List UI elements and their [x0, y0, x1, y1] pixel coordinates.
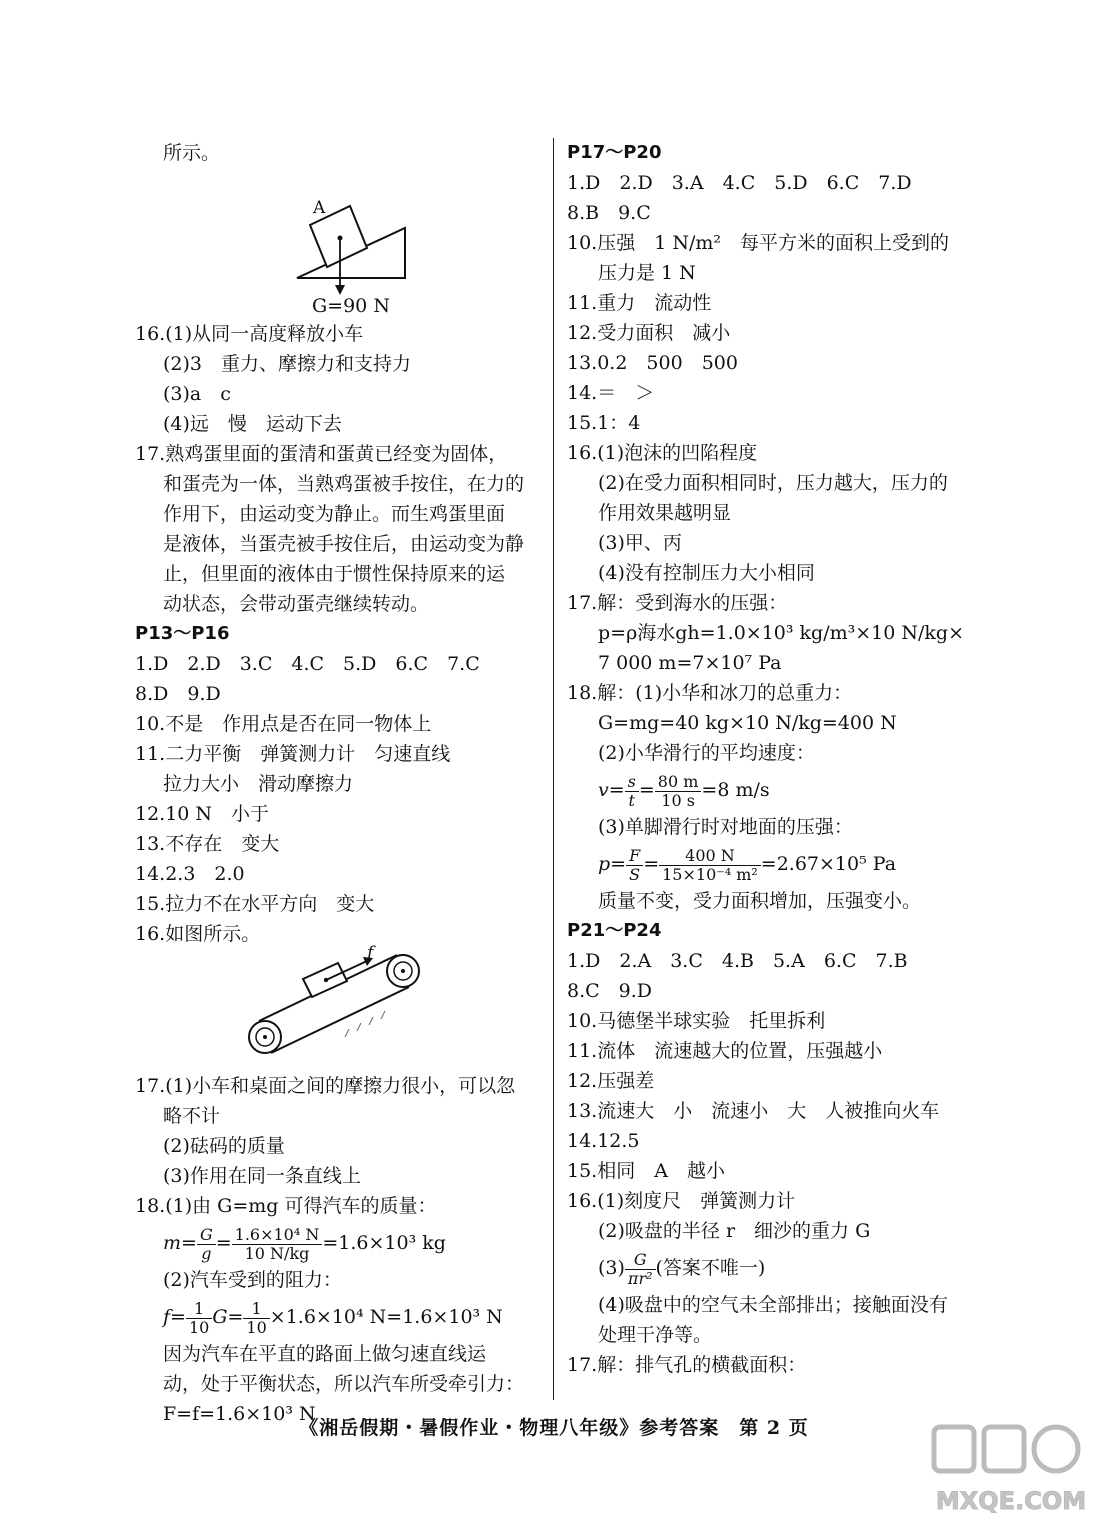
fraction: $\frac{400 N}{\text{15×10⁻⁴ m²}}$	[659, 847, 761, 884]
text-line: 10.压强 1 N/m² 每平方米的面积上受到的	[567, 232, 950, 254]
text-line: 1.D 2.D 3.A 4.C 5.D 6.C 7.D	[567, 172, 912, 194]
text-line: (2)吸盘的半径 r 细沙的重力 G	[598, 1220, 871, 1242]
text-line: 13.不存在 变大	[135, 833, 280, 855]
fraction: $\frac{1}{10}$	[186, 1300, 212, 1337]
text-line: (4)没有控制压力大小相同	[598, 562, 815, 584]
figure-label-a: A	[313, 198, 326, 218]
text-line: 12.10 N 小于	[135, 803, 270, 825]
text-line: 10.马德堡半球实验 托里拆利	[567, 1010, 826, 1032]
text-line: (2)在受力面积相同时，压力越大，压力的	[598, 472, 948, 494]
page-footer: 《湘岳假期・暑假作业・物理八年级》参考答案 第 2 页	[299, 1417, 809, 1439]
text-line: 8.C 9.D	[567, 980, 653, 1002]
text-line: 动，处于平衡状态，所以汽车所受牵引力：	[163, 1373, 525, 1395]
text-line: 所示。	[163, 142, 221, 164]
incline-force-figure	[135, 168, 550, 295]
svg-text:MXQE.COM: MXQE.COM	[935, 1487, 1087, 1515]
fraction: $\frac{80 m}{10 s}$	[655, 773, 702, 810]
column-divider	[553, 138, 554, 1400]
text-line: 17.熟鸡蛋里面的蛋清和蛋黄已经变为固体，	[135, 443, 508, 465]
text-line: (2)汽车受到的阻力：	[163, 1269, 342, 1291]
text-line: 因为汽车在平直的路面上做匀速直线运	[163, 1343, 487, 1365]
text-line: 14.＝ ＞	[567, 382, 655, 404]
text-line: 略不计	[163, 1105, 221, 1127]
text-line: 15.1：4	[567, 412, 641, 434]
text-line: (4)远 慢 运动下去	[163, 413, 342, 435]
equation-ratio: (3) $\frac{G}{\text{πr²}}$ (答案不唯一)	[598, 1249, 766, 1288]
watermark-logo	[926, 1419, 1096, 1524]
text-line: 14.2.3 2.0	[135, 863, 245, 885]
text-line: 14.12.5	[567, 1130, 640, 1152]
text-line: F=f=1.6×10³ N	[163, 1403, 316, 1425]
section-heading: P13～P16	[135, 623, 230, 644]
text-line: (2)3 重力、摩擦力和支持力	[163, 353, 412, 375]
text-line: 作用效果越明显	[598, 502, 732, 524]
text-line: (3)甲、丙	[598, 532, 682, 554]
text-line: (3)作用在同一条直线上	[163, 1165, 361, 1187]
text-line: 15.相同 A 越小	[567, 1160, 725, 1182]
figure-caption: G=90 N	[312, 295, 390, 317]
equation-resistance: f= $\frac{1}{10}$ G= $\frac{1}{10}$ ×1.6×10⁴ N=1.6×10³ N	[163, 1298, 503, 1337]
text-line: 止，但里面的液体由于惯性保持原来的运	[163, 563, 506, 585]
text-line: 11.流体 流速越大的位置，压强越小	[567, 1040, 883, 1062]
figure-label-f: f	[367, 943, 374, 963]
section-heading: P21～P24	[567, 920, 662, 941]
text-line: 16.如图所示。	[135, 923, 261, 945]
fraction: $\frac{s}{t}$	[625, 773, 639, 810]
text-line: 12.受力面积 减小	[567, 322, 731, 344]
fraction: $\frac{F}{S}$	[626, 847, 643, 884]
text-line: 12.压强差	[567, 1070, 655, 1092]
text-line: 16.(1)泡沫的凹陷程度	[567, 442, 758, 464]
text-line: 17.解：受到海水的压强：	[567, 592, 788, 614]
text-line: 是液体，当蛋壳被手按住后，由运动变为静	[163, 533, 525, 555]
equation-velocity: v= $\frac{s}{t}$ = $\frac{80 m}{10 s}$ =8 m/s	[598, 771, 770, 810]
text-line: 13.0.2 500 500	[567, 352, 738, 374]
fraction: $\frac{G}{\text{πr²}}$	[625, 1251, 656, 1288]
equation-pressure: p= $\frac{F}{S}$ = $\frac{400 N}{\text{15×10⁻⁴ m²}}$ =2.67×10⁵ Pa	[598, 845, 897, 884]
text-line: 15.拉力不在水平方向 变大	[135, 893, 375, 915]
left-column	[135, 138, 550, 1429]
equation-line: 7 000 m=7×10⁷ Pa	[598, 652, 782, 674]
right-column	[567, 138, 987, 1380]
text-line: 处理干净等。	[598, 1324, 713, 1346]
text-line: 18.解：(1)小华和冰刀的总重力：	[567, 682, 853, 704]
conveyor-friction-figure	[135, 943, 550, 1071]
text-line: 10.不是 作用点是否在同一物体上	[135, 713, 432, 735]
text-line: 拉力大小 滑动摩擦力	[163, 773, 354, 795]
text-line: 动状态，会带动蛋壳继续转动。	[163, 593, 430, 615]
text-line: 作用下，由运动变为静止。而生鸡蛋里面	[163, 503, 506, 525]
text-line: 18.(1)由 G=mg 可得汽车的质量：	[135, 1195, 437, 1217]
text-line: 8.D 9.D	[135, 683, 221, 705]
text-line: (2)砝码的质量	[163, 1135, 285, 1157]
fraction: $\frac{G}{g}$	[197, 1226, 216, 1263]
text-line: 17.解：排气孔的横截面积：	[567, 1354, 807, 1376]
text-line: 16.(1)刻度尺 弹簧测力计	[567, 1190, 796, 1212]
equation-line: p=ρ海水gh=1.0×10³ kg/m³×10 N/kg×	[598, 622, 965, 644]
text-line: 1.D 2.A 3.C 4.B 5.A 6.C 7.B	[567, 950, 908, 972]
text-line: 11.重力 流动性	[567, 292, 712, 314]
text-line: (4)吸盘中的空气未全部排出；接触面没有	[598, 1294, 948, 1316]
fraction: $\frac{\text{1.6×10⁴ N}}{10 N/kg}$	[232, 1226, 323, 1263]
section-heading: P17～P20	[567, 142, 662, 163]
text-line: 11.二力平衡 弹簧测力计 匀速直线	[135, 743, 451, 765]
text-line: 8.B 9.C	[567, 202, 651, 224]
text-line: (2)小华滑行的平均速度：	[598, 742, 815, 764]
text-line: 和蛋壳为一体，当熟鸡蛋被手按住，在力的	[163, 473, 525, 495]
text-line: 17.(1)小车和桌面之间的摩擦力很小，可以忽	[135, 1075, 516, 1097]
equation-line: G=mg=40 kg×10 N/kg=400 N	[598, 712, 897, 734]
text-line: 质量不变，受力面积增加，压强变小。	[598, 890, 922, 912]
text-line: 13.流速大 小 流速小 大 人被推向火车	[567, 1100, 940, 1122]
text-line: (3)单脚滑行时对地面的压强：	[598, 816, 853, 838]
text-line: 16.(1)从同一高度释放小车	[135, 323, 364, 345]
text-line: 1.D 2.D 3.C 4.C 5.D 6.C 7.C	[135, 653, 480, 675]
text-line: 压力是 1 N	[598, 262, 696, 284]
fraction: $\frac{1}{10}$	[243, 1300, 269, 1337]
equation-mass: m= $\frac{G}{g}$ = $\frac{\text{1.6×10⁴ N}}{10 N/kg}$ =1.6×10³ kg	[163, 1224, 446, 1263]
text-line: (3)a c	[163, 383, 231, 405]
